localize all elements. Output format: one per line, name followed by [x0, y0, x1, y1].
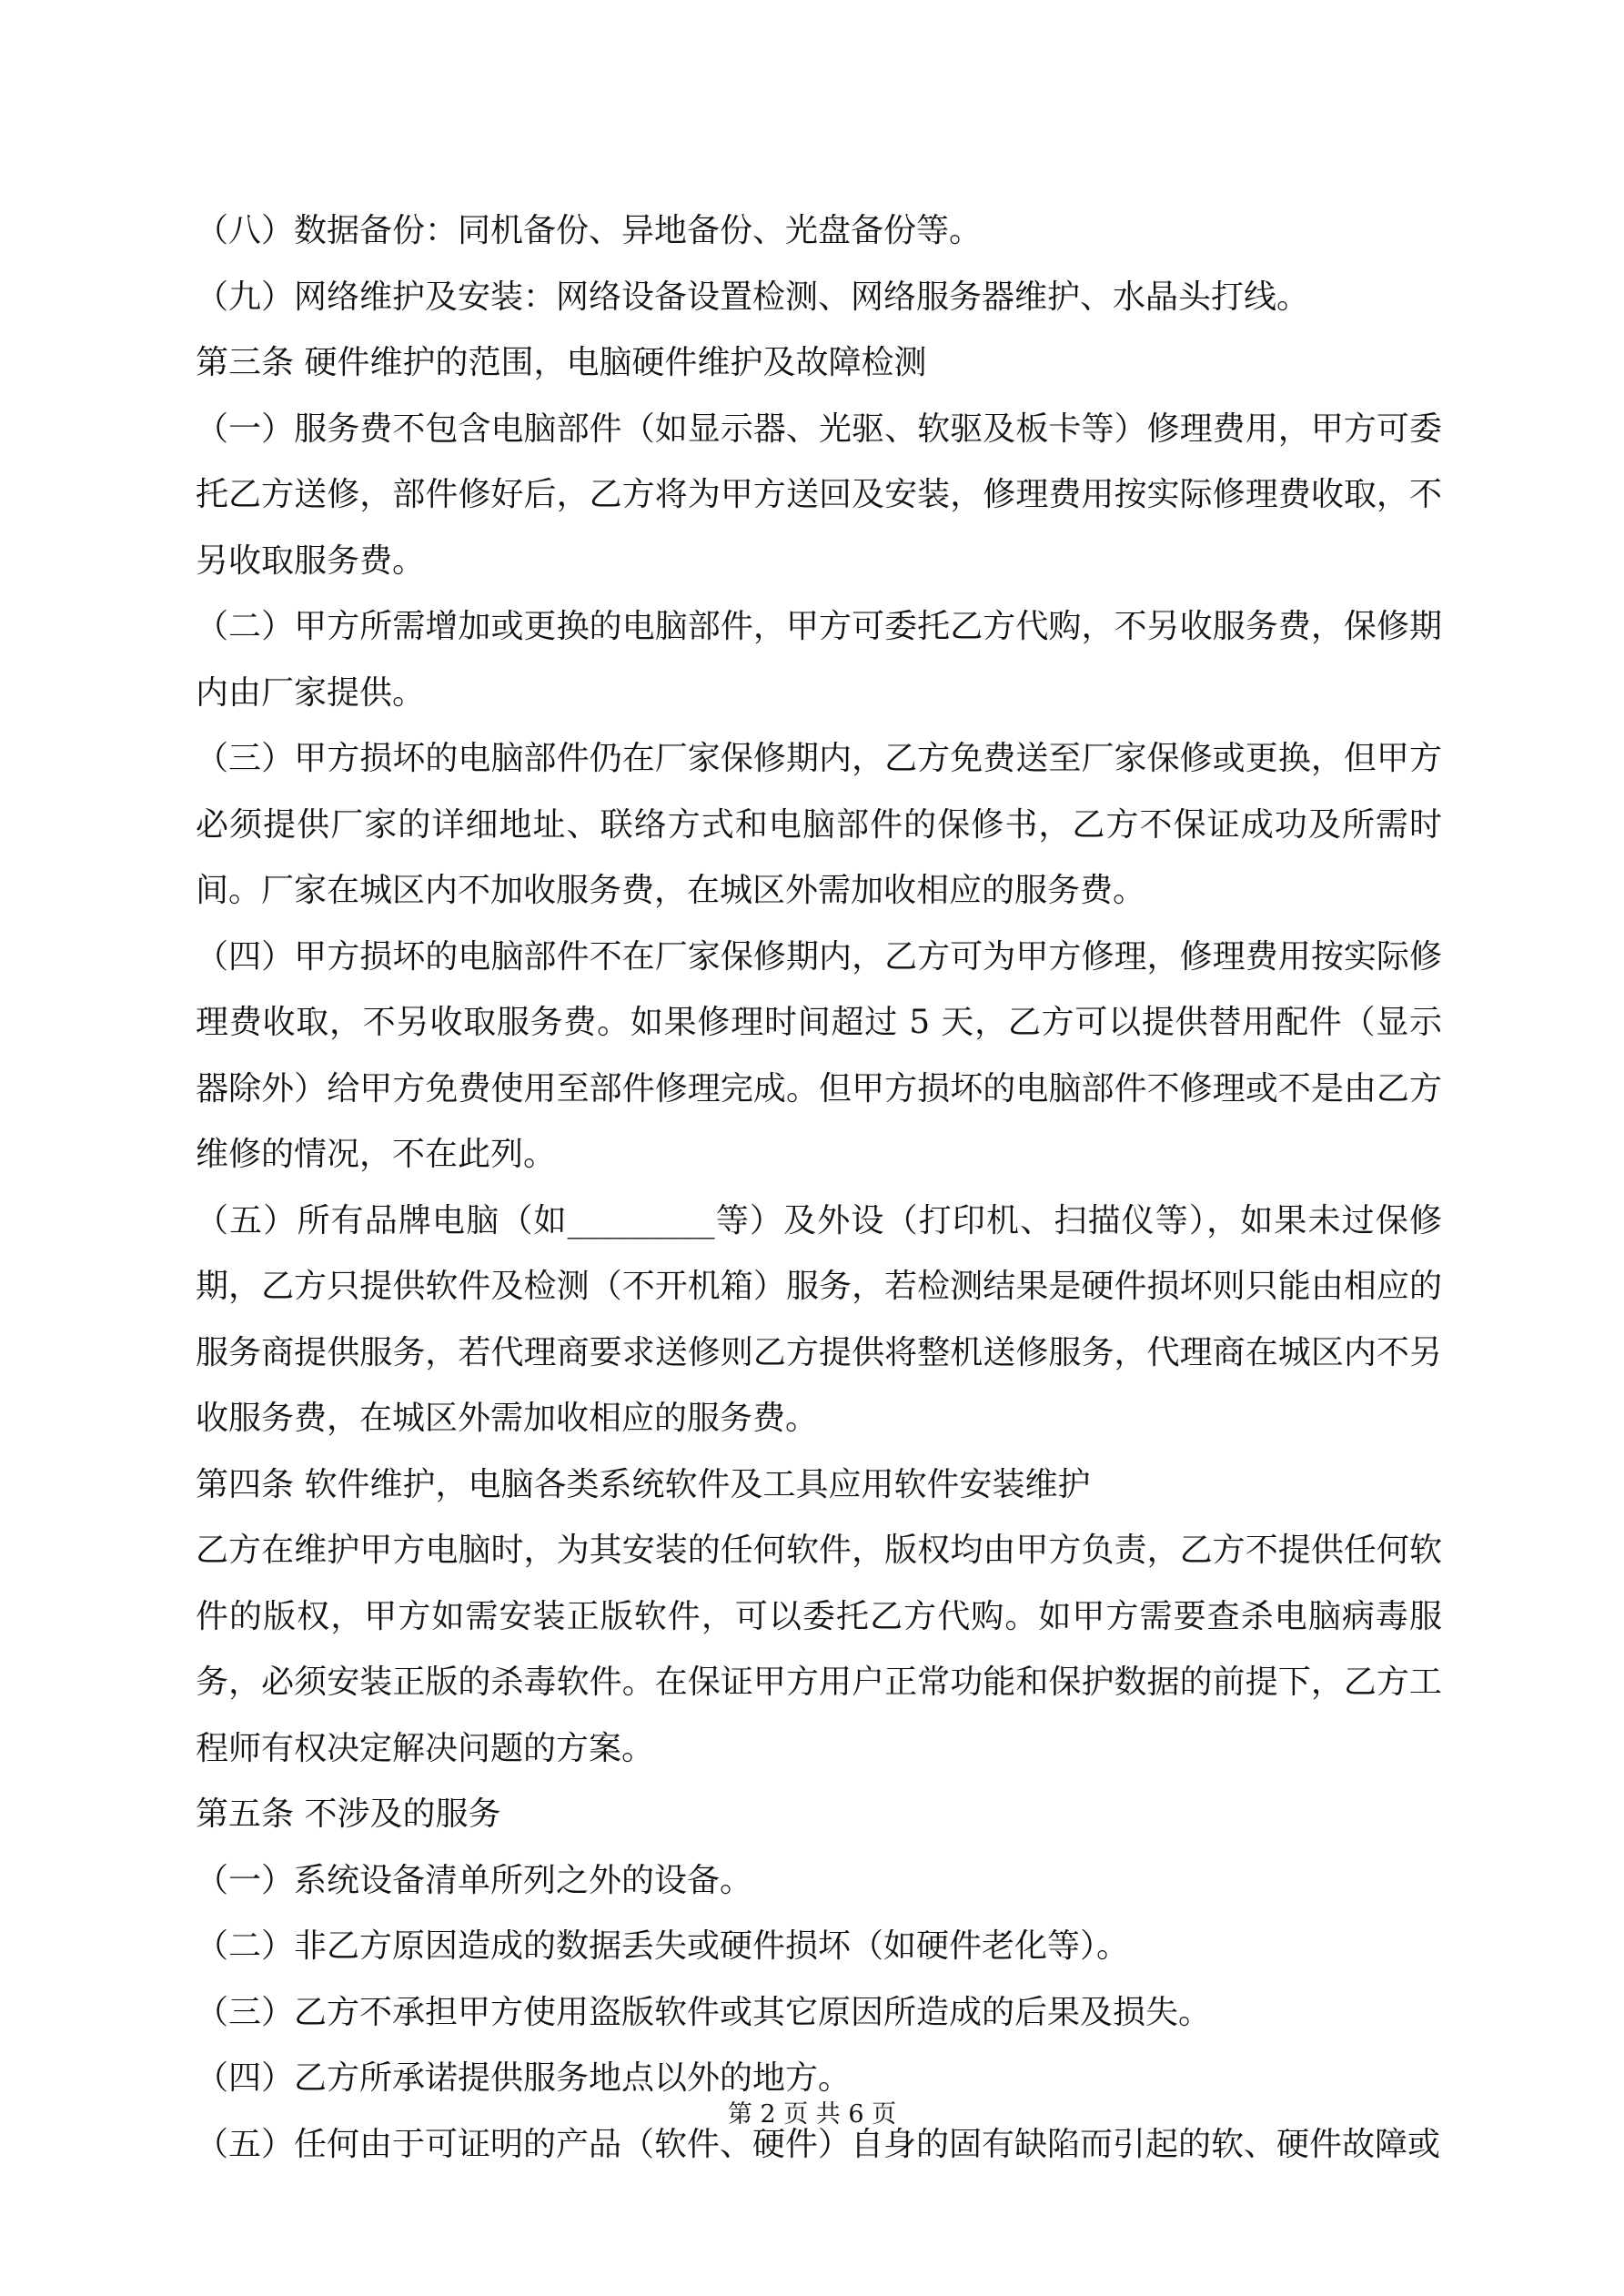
article-3-item-3: （三）甲方损坏的电脑部件仍在厂家保修期内，乙方免费送至厂家保修或更换，但甲方必须提供厂家的详细地址、联络方式和电脑部件的保修书，乙方不保证成功及所需时间。厂家在城区内不加收服务费，在城区外需加收相应的服务费。	[196, 740, 1442, 909]
article-4-body: 乙方在维护甲方电脑时，为其安装的任何软件，版权均由甲方负责，乙方不提供任何软件的版权，甲方如需安装正版软件，可以委托乙方代购。如甲方需要查杀电脑病毒服务，必须安装正版的杀毒软件。在保证甲方用户正常功能和保护数据的前提下，乙方工程师有权决定解决问题的方案。	[196, 1532, 1442, 1767]
article-3-item-4: （四）甲方损坏的电脑部件不在厂家保修期内，乙方可为甲方修理，修理费用按实际修理费收取，不另收取服务费。如果修理时间超过 5 天，乙方可以提供替用配件（显示器除外）给甲方免费使用至部件修理完成。但甲方损坏的电脑部件不修理或不是由乙方维修的情况，不在此列。	[196, 937, 1442, 1173]
article-5-item-1: （一）系统设备清单所列之外的设备。	[196, 1861, 753, 1899]
article-3-heading: 第三条 硬件维护的范围，电脑硬件维护及故障检测	[196, 344, 927, 381]
article-3-item-1: （一）服务费不包含电脑部件（如显示器、光驱、软驱及板卡等）修理费用，甲方可委托乙方送修，部件修好后，乙方将为甲方送回及安装，修理费用按实际修理费收取，不另收取服务费。	[196, 410, 1442, 580]
article-4-heading: 第四条 软件维护，电脑各类系统软件及工具应用软件安装维护	[196, 1465, 1091, 1503]
document-body	[196, 198, 1442, 2178]
article-5-item-2: （二）非乙方原因造成的数据丢失或硬件损坏（如硬件老化等）。	[196, 1927, 1130, 1965]
article-5-heading: 第五条 不涉及的服务	[196, 1795, 501, 1833]
article-5-item-3: （三）乙方不承担甲方使用盗版软件或其它原因所造成的后果及损失。	[196, 1993, 1212, 2031]
page-number-footer: 第 2 页 共 6 页	[727, 2100, 897, 2129]
clause-8-data-backup: （八）数据备份：同机备份、异地备份、光盘备份等。	[196, 212, 983, 249]
article-5-item-5: （五）任何由于可证明的产品（软件、硬件）自身的固有缺陷而引起的软、硬件故障或	[196, 2125, 1441, 2163]
article-3-item-2: （二）甲方所需增加或更换的电脑部件，甲方可委托乙方代购，不另收服务费，保修期内由厂家提供。	[196, 608, 1442, 712]
article-3-item-5: （五）所有品牌电脑（如_________等）及外设（打印机、扫描仪等），如果未过保修期，乙方只提供软件及检测（不开机箱）服务，若检测结果是硬件损坏则只能由相应的服务商提供服务，若代理商要求送修则乙方提供将整机送修服务，代理商在城区内不另收服务费，在城区外需加收相应的服务费。	[196, 1201, 1442, 1437]
article-5-item-4: （四）乙方所承诺提供服务地点以外的地方。	[196, 2059, 852, 2097]
clause-9-network-maintenance: （九）网络维护及安装：网络设备设置检测、网络服务器维护、水晶头打线。	[196, 278, 1310, 316]
